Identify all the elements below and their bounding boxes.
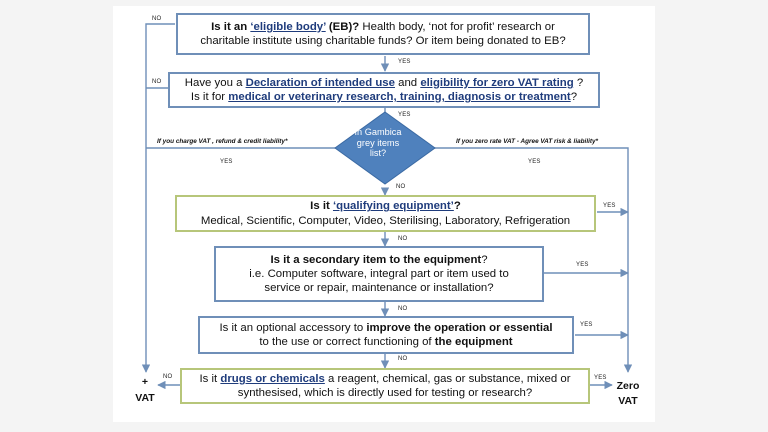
medical-research-link[interactable]: medical or veterinary research, training, diagnosis or treatment bbox=[228, 91, 571, 103]
drugs-line2: synthesised, which is directly used for testing or research? bbox=[237, 387, 533, 399]
no-label-qualifying: NO bbox=[398, 236, 408, 242]
eligible-body-line2: charitable institute using charitable funds? Or item being donated to EB? bbox=[200, 35, 566, 47]
no-label-accessory: NO bbox=[398, 356, 408, 362]
accessory-line1 bbox=[220, 321, 553, 335]
drugs-prefix: Is it bbox=[199, 372, 221, 385]
secondary-question-mark: ? bbox=[481, 253, 488, 266]
no-label-drugs: NO bbox=[163, 374, 173, 380]
zero-vat-outcome bbox=[608, 380, 648, 407]
qualifying-equipment-link[interactable]: ‘qualifying equipment’ bbox=[332, 200, 454, 213]
yes-label-left: YES bbox=[220, 159, 233, 165]
qualifying-equipment-box bbox=[175, 195, 596, 232]
yes-label-declaration: YES bbox=[398, 112, 411, 118]
yes-label-drugs: YES bbox=[594, 375, 607, 381]
accessory-text-c: to the use or correct functioning of bbox=[259, 336, 435, 348]
eligible-body-line1 bbox=[211, 20, 555, 34]
declaration-line2-suffix: ? bbox=[570, 91, 578, 103]
zero-vat-label: VAT bbox=[618, 394, 638, 407]
accessory-line2 bbox=[259, 335, 512, 349]
optional-accessory-box bbox=[198, 316, 574, 354]
secondary-question: Is it a secondary item to the equipment bbox=[270, 253, 482, 266]
declaration-text-a: Have you a bbox=[184, 76, 246, 89]
declaration-line2-prefix: Is it for bbox=[190, 91, 229, 103]
declaration-line2 bbox=[191, 90, 577, 104]
eb-line1-rest: Health body, ‘not for profit’ research or bbox=[359, 20, 555, 33]
secondary-line1 bbox=[270, 253, 487, 267]
secondary-line2: i.e. Computer software, integral part or item used to bbox=[249, 267, 509, 280]
yes-label-secondary: YES bbox=[576, 262, 589, 268]
gambica-text-line2: grey items bbox=[356, 137, 400, 148]
accessory-text-a: Is it an optional accessory to bbox=[219, 321, 367, 334]
plus-sign: + bbox=[141, 376, 149, 388]
qualifying-line1 bbox=[310, 199, 461, 213]
eb-question-suffix: (EB)? bbox=[325, 20, 360, 33]
qualifying-prefix: Is it bbox=[310, 200, 333, 213]
declaration-text-b: and bbox=[394, 76, 421, 89]
accessory-text-d: the equipment bbox=[434, 336, 513, 348]
no-label-eb: NO bbox=[152, 16, 162, 22]
secondary-line3: service or repair, maintenance or installation? bbox=[264, 282, 494, 295]
gambica-text-line3: list? bbox=[369, 148, 387, 159]
drugs-line1-rest: a reagent, chemical, gas or substance, mixed or bbox=[324, 372, 571, 385]
qualifying-line2: Medical, Scientific, Computer, Video, Sterilising, Laboratory, Refrigeration bbox=[200, 214, 571, 227]
gambica-diamond-text bbox=[348, 127, 408, 159]
zero-label: Zero bbox=[616, 380, 640, 392]
right-vat-note: If you zero rate VAT - Agree VAT risk & liability* bbox=[456, 138, 599, 145]
drugs-or-chemicals-link[interactable]: drugs or chemicals bbox=[220, 372, 325, 385]
qualifying-suffix: ? bbox=[453, 200, 461, 213]
vat-label: VAT bbox=[135, 391, 155, 404]
left-vat-note: If you charge VAT , refund & credit liability* bbox=[157, 138, 288, 145]
yes-label-accessory: YES bbox=[580, 322, 593, 328]
plus-vat-outcome bbox=[130, 376, 160, 404]
drugs-chemicals-box bbox=[180, 368, 590, 404]
gambica-text-line1: In Gambica bbox=[354, 127, 402, 137]
declaration-of-intended-use-link[interactable]: Declaration of intended use bbox=[245, 76, 395, 89]
no-label-gambica: NO bbox=[396, 184, 406, 190]
no-label-declaration: NO bbox=[152, 79, 162, 85]
yes-label-right: YES bbox=[528, 159, 541, 165]
eligible-body-link[interactable]: ‘eligible body’ bbox=[250, 20, 326, 33]
declaration-text-c: ? bbox=[573, 76, 584, 89]
declaration-box bbox=[168, 72, 600, 108]
declaration-line1 bbox=[185, 76, 583, 90]
yes-label-qualifying: YES bbox=[603, 203, 616, 209]
no-label-secondary: NO bbox=[398, 306, 408, 312]
accessory-text-b: improve the operation or essential bbox=[366, 321, 553, 334]
yes-label-eb: YES bbox=[398, 59, 411, 65]
eligible-body-box bbox=[176, 13, 590, 55]
secondary-item-box bbox=[214, 246, 544, 302]
drugs-line1 bbox=[200, 372, 571, 386]
eb-question-prefix: Is it an bbox=[211, 20, 251, 33]
zero-vat-eligibility-link[interactable]: eligibility for zero VAT rating bbox=[420, 76, 574, 89]
